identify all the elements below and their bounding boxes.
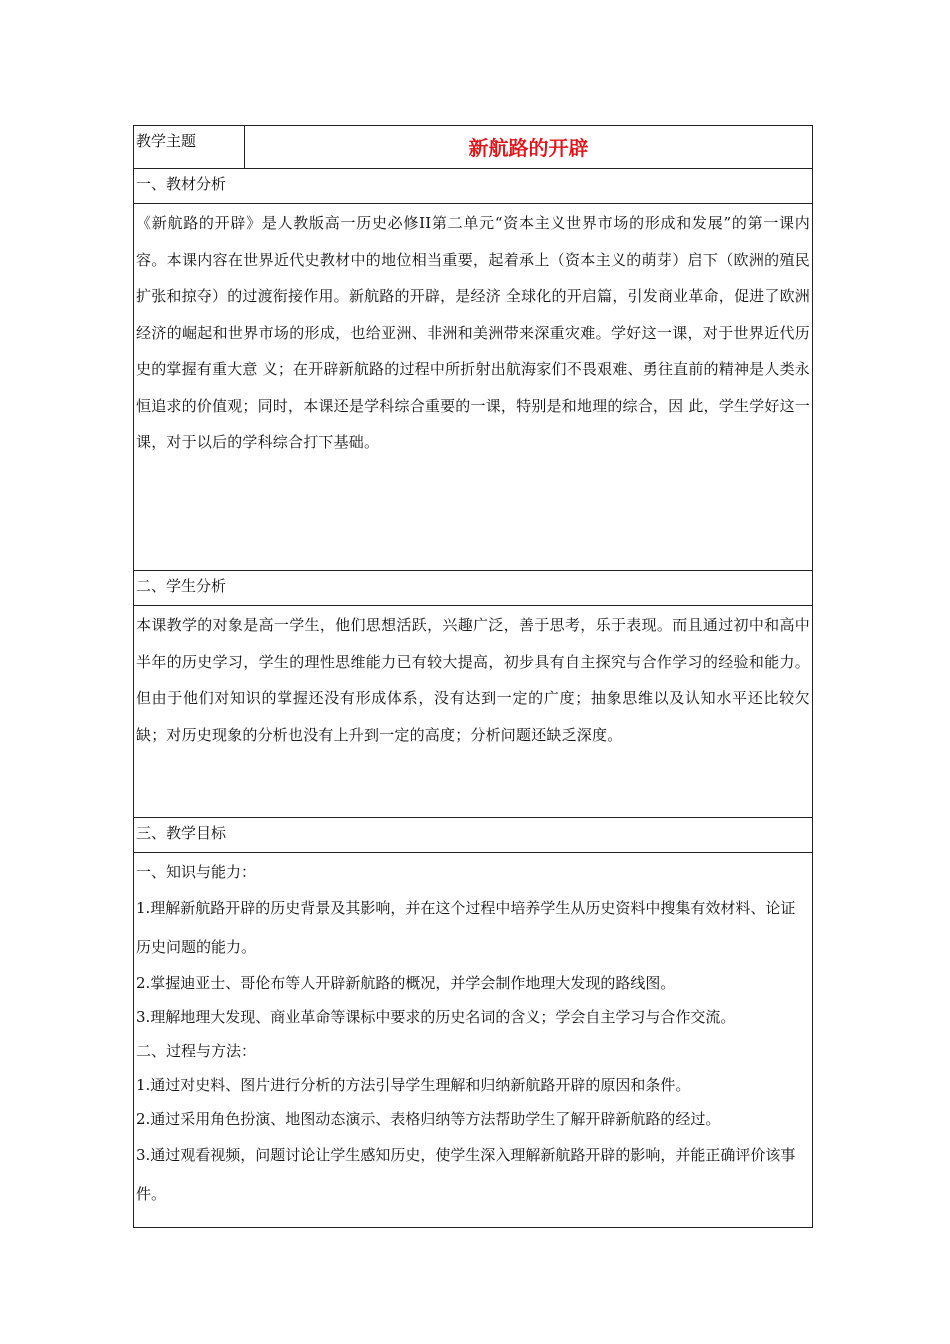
knowledge-heading: 一、知识与能力：	[136, 863, 257, 881]
header-row	[134, 126, 813, 169]
topic-label: 教学主题	[134, 126, 245, 169]
lesson-title: 新航路的开辟	[245, 126, 813, 169]
process-item-3: 3.通过观看视频，问题讨论让学生感知历史，使学生深入理解新航路开辟的影响，并能正确评价该事件。	[136, 1146, 796, 1203]
section-heading-students: 二、学生分析	[134, 571, 813, 606]
section-heading-goals: 三、教学目标	[134, 818, 813, 853]
process-item-1: 1.通过对史料、图片进行分析的方法引导学生理解和归纳新航路开辟的原因和条件。	[136, 1076, 691, 1094]
students-paragraph: 本课教学的对象是高一学生，他们思想活跃，兴趣广泛，善于思考，乐于表现。而且通过初中和高中半年的历史学习，学生的理性思维能力已有较大提高，初步具有自主探究与合作学习的经验和能力。但由于他们对知识的掌握还没有形成体系，没有达到一定的广度；抽象思维以及认知水平还比较欠缺；对历史现象的分析也没有上升到一定的高度；分析问题还缺乏深度。	[136, 616, 810, 744]
students-body-row	[134, 606, 813, 818]
lesson-plan-table	[133, 125, 813, 1228]
students-text	[134, 606, 813, 818]
goals-list	[134, 853, 813, 1228]
knowledge-item-3: 3.理解地理大发现、商业革命等课标中要求的历史名词的含义；学会自主学习与合作交流。	[136, 1008, 736, 1026]
analysis-paragraph: 《新航路的开辟》是人教版高一历史必修II第二单元“资本主义世界市场的形成和发展”的第一课内容。本课内容在世界近代史教材中的地位相当重要，起着承上（资本主义的萌芽）启下（欧洲的殖民扩张和掠夺）的过渡衔接作用。新航路的开辟，是经济 全球化的开启篇，引发商业革命，促进了欧洲经济的崛起和世界市场的形成，也给亚洲、非洲和美洲带来深重灾难。学好这一课，对于世界近代历史的掌握有重大意 义；在开辟新航路的过程中所折射出航海家们不畏艰难、勇往直前的精神是人类永恒追求的价值观；同时，本课还是学科综合重要的一课，特别是和地理的综合，因 此，学生学好这一课，对于以后的学科综合打下基础。	[136, 214, 810, 451]
lesson-plan-sheet	[133, 125, 813, 1228]
process-item-2: 2.通过采用角色扮演、地图动态演示、表格归纳等方法帮助学生了解开辟新航路的经过。	[136, 1110, 721, 1128]
goals-body-row	[134, 853, 813, 1228]
analysis-body-row	[134, 204, 813, 571]
knowledge-item-1: 1.理解新航路开辟的历史背景及其影响，并在这个过程中培养学生从历史资料中搜集有效材料、论证历史问题的能力。	[136, 899, 796, 956]
knowledge-item-2: 2.掌握迪亚士、哥伦布等人开辟新航路的概况，并学会制作地理大发现的路线图。	[136, 974, 676, 992]
goals-heading-row	[134, 818, 813, 853]
analysis-text	[134, 204, 813, 571]
section-heading-analysis: 一、教材分析	[134, 169, 813, 204]
process-heading: 二、过程与方法：	[136, 1042, 257, 1060]
analysis-heading-row	[134, 169, 813, 204]
students-heading-row	[134, 571, 813, 606]
